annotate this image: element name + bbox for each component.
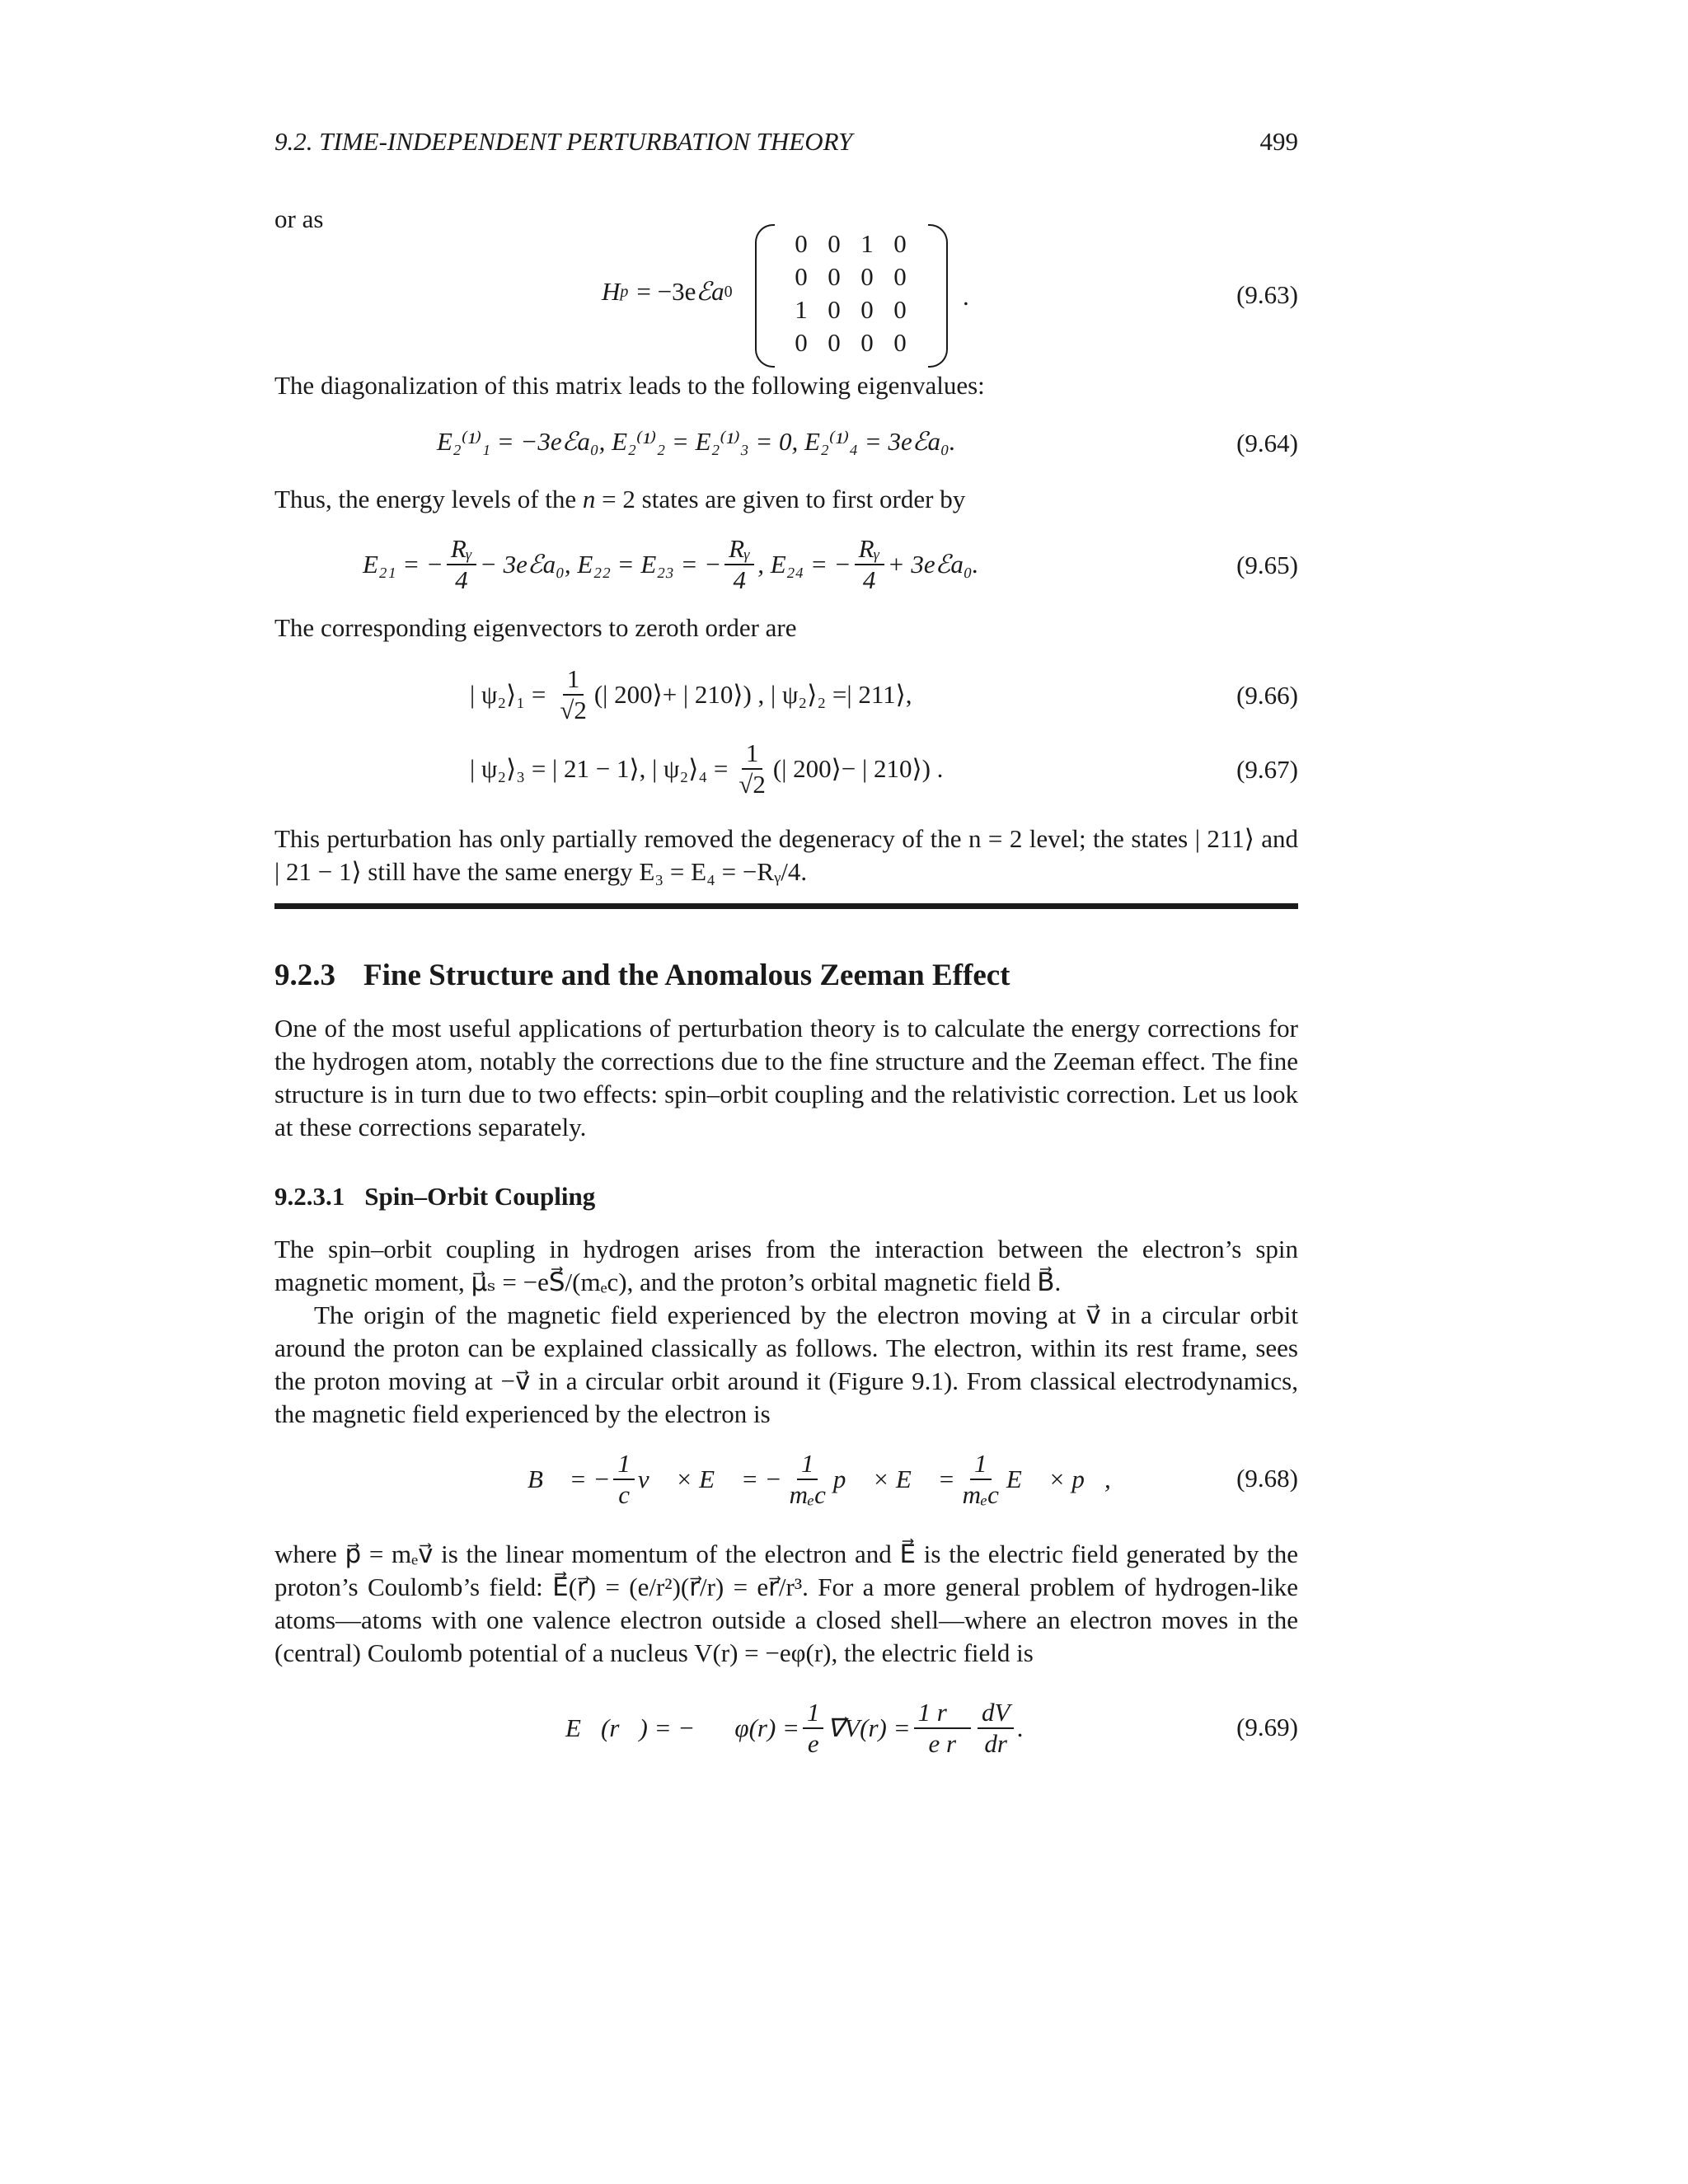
frac-ry-4-c	[855, 534, 884, 594]
eq966-rest: (| 200⟩+ | 210⟩) , | ψ₂⟩₂ =| 211⟩,	[593, 679, 912, 709]
frac-1-sqrt2-a	[556, 664, 591, 724]
frac-1-mec-b	[959, 1449, 1003, 1509]
equation-9-67	[470, 738, 943, 799]
section-number: 9.2.3	[274, 958, 335, 992]
frac-1-c	[613, 1449, 635, 1509]
frac-1-e	[803, 1698, 824, 1758]
matrix-cell: 0	[860, 328, 874, 357]
equation-9-68	[528, 1449, 1111, 1509]
eq968-pxe: p⃗ × E⃗ =	[832, 1464, 955, 1493]
equation-9-63-lhs	[602, 277, 733, 307]
frac-den: 4	[455, 565, 468, 594]
frac-den: √2	[738, 769, 766, 799]
paragraph-diagonalization: The diagonalization of this matrix leads to the following eigenvalues:	[274, 371, 985, 400]
matrix-right-bracket	[928, 224, 948, 368]
subsection-number: 9.2.3.1	[274, 1182, 345, 1211]
frac-1-mec-a	[785, 1449, 830, 1509]
eq965-e21: E₂₁ = −	[363, 549, 443, 579]
eq969-mid: ∇⃗V(r) =	[827, 1713, 911, 1742]
frac-num: Rᵧ	[855, 534, 884, 565]
frac-den: 4	[862, 565, 876, 594]
eq967-rest: (| 200⟩− | 210⟩) .	[772, 753, 944, 783]
p2-text-b: = 2 states are given to first order by	[595, 485, 966, 513]
frac-num: Rᵧ	[724, 534, 754, 565]
frac-den: c	[618, 1479, 631, 1509]
equation-number-9-63: (9.63)	[1236, 280, 1298, 309]
frac-den: mₑc	[789, 1479, 826, 1509]
eq-trailing-period: .	[963, 282, 969, 311]
equation-number-9-64: (9.64)	[1236, 429, 1298, 457]
equation-9-66	[470, 664, 912, 724]
frac-num: 1	[563, 664, 584, 696]
frac-den: e r	[928, 1728, 957, 1758]
matrix-cell: 1	[795, 295, 808, 324]
matrix-cell: 0	[828, 295, 841, 324]
equation-number-9-65: (9.65)	[1236, 551, 1298, 579]
frac-den: dr	[984, 1728, 1007, 1758]
equation-9-65	[363, 534, 978, 594]
eq968-b: B⃗ = −	[528, 1464, 611, 1493]
eq-a0: a	[711, 277, 724, 306]
frac-num: 1	[742, 738, 763, 770]
frac-ry-4-b	[724, 534, 754, 594]
equation-number-9-68: (9.68)	[1236, 1464, 1298, 1493]
matrix-cell: 1	[860, 229, 874, 258]
matrix-cell: 0	[860, 295, 874, 324]
running-title: 9.2. TIME-INDEPENDENT PERTURBATION THEORY	[274, 127, 853, 156]
frac-num: Rᵧ	[447, 534, 476, 565]
paragraph-fine-structure-intro: One of the most useful applications of perturbation theory is to calculate the energy corrections for the hydrogen atom, notably the corrections due to the fine structure and the Zeeman effect. The fine structure is in turn due to two effects: spin–orbit coupling and the relativistic correction. Let us look at these corrections separately.	[274, 1014, 1298, 1141]
paragraph-electric-field: where p⃗ = mₑv⃗ is the linear momentum of the electron and E⃗ is the electric field generated by the proton’s Coulomb’s field: E⃗(r⃗) = (e/r²)(r⃗/r) = er⃗/r³. For a more general problem of hydrogen-like atoms—atoms with one valence electron outside a closed shell—where an electron moves in the (central) Coulomb potential of a nucleus V(r) = −eφ(r), the electric field is	[274, 1540, 1298, 1667]
eq967-lhs: | ψ₂⟩₃ = | 21 − 1⟩, | ψ₂⟩₄ =	[470, 753, 729, 783]
equation-9-64: E₂⁽¹⁾₁ = −3eℰa₀, E₂⁽¹⁾₂ = E₂⁽¹⁾₃ = 0, E₂⁽¹⁾₄ = 3eℰa₀.	[437, 427, 956, 456]
paragraph-spin-orbit: The spin–orbit coupling in hydrogen arises from the interaction between the electron’s spin magnetic moment, μ⃗ₛ = −eS⃗/(mₑc), and the proton’s orbital magnetic field B⃗.	[274, 1235, 1298, 1296]
p2-text-a: Thus, the energy levels of the	[274, 485, 583, 513]
section-heading	[274, 958, 1010, 993]
frac-ry-4-a	[447, 534, 476, 594]
eq965-mid2: , E₂₄ = −	[757, 549, 851, 579]
eq-hp-sub: p	[620, 282, 629, 301]
paragraph-magnetic-field-origin: The origin of the magnetic field experienced by the electron moving at v⃗ in a circular orbit around the proton can be explained classically as follows. The electron, within its rest frame, sees the proton moving at −v⃗ in a circular orbit around it (Figure 9.1). From classical electrodynamics, the magnetic field experienced by the electron is	[274, 1301, 1298, 1428]
matrix-cell: 0	[795, 229, 808, 258]
frac-num: dV	[978, 1698, 1014, 1729]
section-divider	[274, 903, 1298, 909]
frac-num: 1	[803, 1698, 824, 1729]
frac-den: e	[807, 1728, 819, 1758]
equation-number-9-67: (9.67)	[1236, 755, 1298, 784]
matrix-cell: 0	[795, 328, 808, 357]
frac-dv-dr	[978, 1698, 1014, 1758]
p2-n: n	[582, 485, 596, 513]
section-title: Fine Structure and the Anomalous Zeeman Effect	[363, 958, 1010, 992]
matrix-9-63	[748, 224, 954, 366]
eq-hp: H	[602, 277, 621, 306]
matrix-cell: 0	[893, 328, 907, 357]
eq-rhs-prefix: = −3e	[636, 277, 696, 306]
frac-num: 1 r⃗	[914, 1698, 971, 1729]
paragraph-eigenvectors: The corresponding eigenvectors to zeroth order are	[274, 613, 797, 642]
equation-9-69	[565, 1698, 1024, 1758]
eq969-end: .	[1017, 1713, 1025, 1742]
eq-a0-sub: 0	[724, 282, 733, 301]
matrix-left-bracket	[755, 224, 775, 368]
frac-den: mₑc	[962, 1479, 999, 1509]
paragraph-degeneracy: This perturbation has only partially removed the degeneracy of the n = 2 level; the states | 211⟩ and | 21 − 1⟩ still have the same energy E₃ = E₄ = −Rᵧ/4.	[274, 824, 1298, 886]
frac-1-sqrt2-b	[734, 738, 770, 799]
matrix-table	[785, 227, 917, 359]
matrix-cell: 0	[860, 262, 874, 291]
matrix-cell: 0	[795, 262, 808, 291]
paragraph-energy-levels	[274, 483, 1298, 516]
eq965-end: + 3eℰa₀.	[887, 549, 979, 579]
equation-number-9-66: (9.66)	[1236, 681, 1298, 710]
matrix-cell: 0	[828, 328, 841, 357]
frac-num: 1	[613, 1449, 635, 1480]
matrix-cell: 0	[893, 229, 907, 258]
frac-1r-er	[914, 1698, 971, 1758]
subsection-title: Spin–Orbit Coupling	[364, 1182, 596, 1211]
frac-den: √2	[560, 695, 587, 724]
matrix-cell: 0	[828, 262, 841, 291]
equation-number-9-69: (9.69)	[1236, 1713, 1298, 1741]
eq966-lhs: | ψ₂⟩₁ =	[470, 679, 546, 709]
intro-text: or as	[274, 204, 324, 233]
frac-num: 1	[797, 1449, 818, 1480]
eq968-vxe: v⃗ × E⃗ = −	[637, 1464, 782, 1493]
subsection-heading	[274, 1182, 595, 1212]
eq968-exp: E⃗ × p⃗,	[1006, 1464, 1111, 1493]
eq-script-e: ℰ	[696, 277, 712, 306]
page-number: 499	[1259, 127, 1298, 156]
eq965-mid1: − 3eℰa₀, E₂₂ = E₂₃ = −	[479, 549, 722, 579]
frac-den: 4	[733, 565, 746, 594]
frac-num: 1	[970, 1449, 992, 1480]
matrix-cell: 0	[893, 295, 907, 324]
matrix-cell: 0	[893, 262, 907, 291]
eq969-lhs: E⃗(r⃗) = −∇⃗φ(r) =	[565, 1713, 799, 1742]
matrix-cell: 0	[828, 229, 841, 258]
